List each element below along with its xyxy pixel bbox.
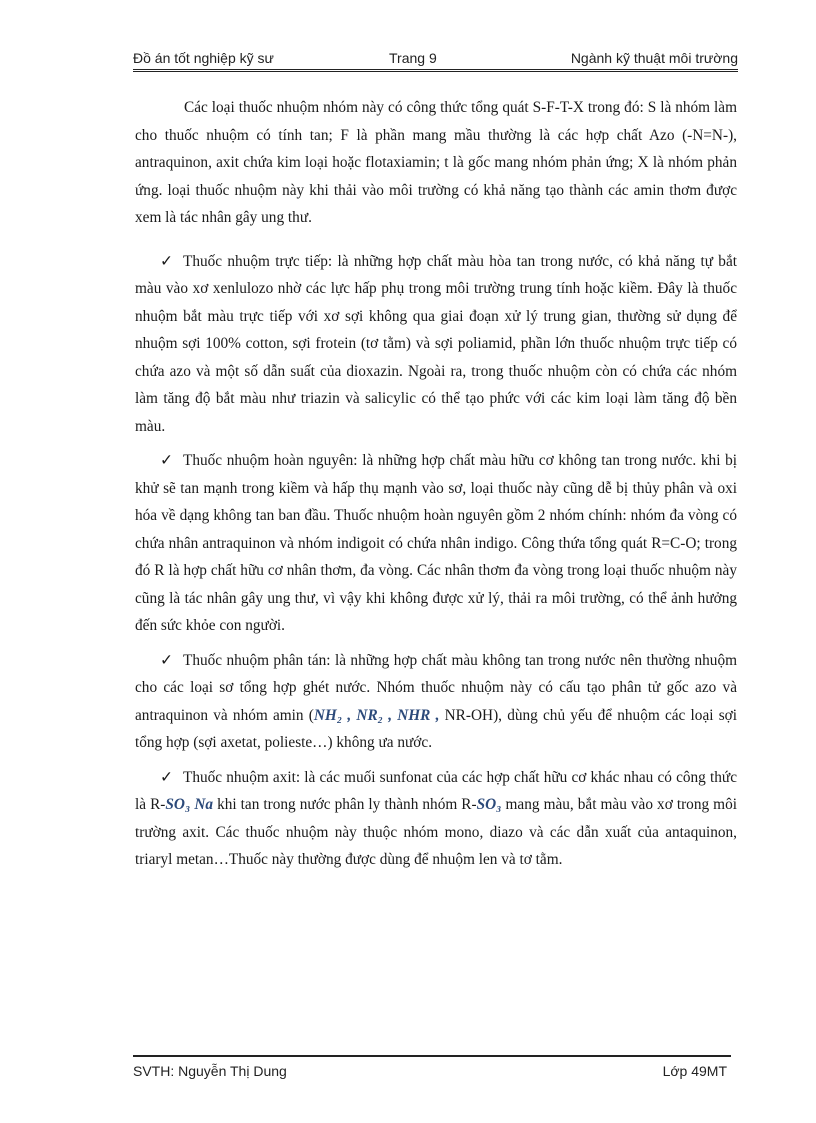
sulfonate-salt-formula: SO₃ Na [165, 796, 214, 813]
checkmark-icon: ✓ [160, 452, 173, 469]
intro-paragraph: Các loại thuốc nhuộm nhóm này có công thức tổng quát S-F-T-X trong đó: S là nhóm làm cho thuốc nhuộm có tính tan; F là phần mang mầu thường là các hợp chất Azo (-N=N-), antraquinon, axit chứa kim loại hoặc flotaxiamin; t là gốc mang nhóm phản ứng; X là nhóm phản ứng. loại thuốc nhuộm này khi thải vào môi trường có khả năng tạo thành các amin thơm được xem là tác nhân gây ung thư. [135, 99, 737, 226]
document-body [135, 94, 737, 881]
amine-formula: NH₂ , NR₂ , NHR , [313, 706, 440, 724]
header-department: Ngành kỹ thuật môi trường [570, 50, 738, 66]
page-header [133, 48, 738, 70]
list-item-text: NR-OH), dùng chủ yếu để nhuộm các loại sợi tổng hợp (sợi axetat, polieste…) không ưa nước. [135, 706, 737, 751]
list-item-disperse-dye [135, 647, 737, 757]
checkmark-icon: ✓ [160, 651, 173, 669]
list-item-text: Thuốc nhuộm axit: là các muối sunfonat của các hợp chất hữu cơ khác nhau có công thức là R- [135, 768, 737, 813]
sulfonate-group-formula: SO₃ [476, 796, 502, 813]
list-item-text: khi tan trong nước phân ly thành nhóm R- [213, 796, 477, 813]
checkmark-icon: ✓ [160, 768, 173, 786]
list-item-vat-dye [135, 447, 737, 640]
footer-divider [133, 1055, 731, 1057]
page-footer [133, 1061, 731, 1083]
footer-class: Lớp 49MT [662, 1063, 727, 1079]
header-page-number: Trang 9 [389, 50, 437, 66]
checkmark-icon: ✓ [160, 252, 173, 270]
footer-student-name: SVTH: Nguyễn Thị Dung [133, 1063, 287, 1079]
list-item-text: Thuốc nhuộm trực tiếp: là những hợp chất màu hòa tan trong nước, có khả năng tự bắt màu vào xơ xenlulozo nhờ các lực hấp phụ trong môi trường trung tính hoặc kiềm. Đây là thuốc nhuộm bắt màu trực tiếp với xơ sợi không qua giai đoạn xử lý trung gian, thường sử dụng để nhuộm sợi 100% cotton, sợi frotein (tơ tằm) và sợi poliamid, phần lớn thuốc nhuộm trực tiếp có chứa azo và một số dẫn suất của dioxazin. Ngoài ra, trong thuốc nhuộm còn có chứa các nhóm làm tăng độ bắt màu như triazin và salicylic có thể tạo phức với các kim loại làm tăng độ bền màu. [135, 252, 737, 435]
header-thesis-title: Đồ án tốt nghiệp kỹ sư [133, 50, 274, 66]
list-item-direct-dye [135, 248, 737, 441]
header-divider [133, 69, 738, 72]
list-item-text: Thuốc nhuộm phân tán: là những hợp chất màu không tan trong nước nên thường nhuộm cho các loại sơ tổng hợp ghét nước. Nhóm thuốc nhuộm này có cấu tạo phân tử gốc azo và antraquinon và nhóm amin ( [135, 651, 737, 724]
list-item-text: mang màu, bắt màu vào xơ trong môi trường axit. Các thuốc nhuộm này thuộc nhóm mono, diazo và các dẫn xuất của antaquinon, triaryl metan…Thuốc này thường được dùng để nhuộm len và tơ tằm. [135, 796, 737, 868]
list-item-text: Thuốc nhuộm hoàn nguyên: là những hợp chất màu hữu cơ không tan trong nước. khi bị khử sẽ tan mạnh trong kiềm và hấp thụ mạnh vào sơ, loại thuốc này cũng dễ bị thủy phân và oxi hóa về dạng không tan ban đầu. Thuốc nhuộm hoàn nguyên gồm 2 nhóm chính: nhóm đa vòng có chứa nhân antraquinon và nhóm indigoit có chứa nhân indigo. Công thứa tổng quát R=C-O; trong đó R là hợp chất hữu cơ nhân thơm, đa vòng. Các nhân thơm đa vòng trong loại thuốc nhuộm này cũng là tác nhân gây ung thư, vì vậy khi không được xử lý, thải ra môi trường, có thể ảnh hưởng đến sức khỏe con người. [135, 452, 737, 634]
list-item-acid-dye [135, 764, 737, 874]
